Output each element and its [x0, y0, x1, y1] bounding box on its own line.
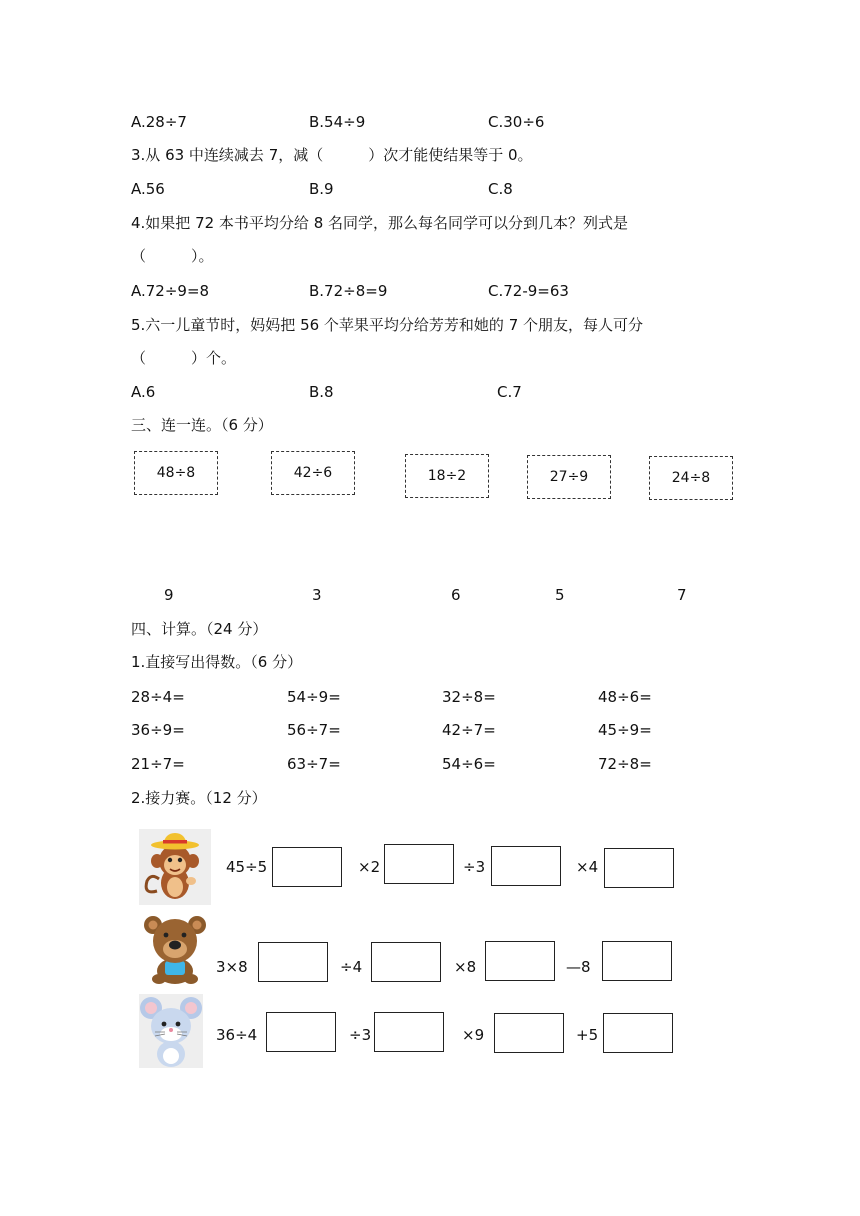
- match-answer[interactable]: 7: [677, 586, 687, 604]
- match-answer[interactable]: 3: [312, 586, 322, 604]
- q4-choice-a: A.72÷9=8: [131, 282, 210, 300]
- relay-answer-box[interactable]: [602, 941, 672, 981]
- relay-operator: ×9: [462, 1026, 485, 1044]
- relay-operator: +5: [576, 1026, 599, 1044]
- relay-operator: —8: [566, 958, 591, 976]
- oral-problem: 72÷8=: [598, 755, 652, 773]
- oral-problem: 36÷9=: [131, 721, 185, 739]
- oral-problem: 56÷7=: [287, 721, 341, 739]
- q4-text-line1: 4.如果把 72 本书平均分给 8 名同学，那么每名同学可以分到几本？列式是: [131, 214, 629, 232]
- relay-answer-box[interactable]: [266, 1012, 336, 1052]
- match-expression[interactable]: 27÷9: [527, 455, 611, 499]
- section3-title: 三、连一连。（6 分）: [131, 416, 273, 434]
- q4-choice-c: C.72-9=63: [488, 282, 569, 300]
- relay-answer-box[interactable]: [485, 941, 555, 981]
- q5-text-line2: （ ）个。: [131, 349, 237, 367]
- relay-start-expression: 3×8: [216, 958, 248, 976]
- relay-operator: ×4: [576, 858, 599, 876]
- q3-text: 3.从 63 中连续减去 7，减（ ）次才能使结果等于 0。: [131, 146, 533, 164]
- match-answer[interactable]: 6: [451, 586, 461, 604]
- relay-answer-box[interactable]: [371, 942, 441, 982]
- section4-title: 四、计算。（24 分）: [131, 620, 268, 638]
- oral-problem: 54÷9=: [287, 688, 341, 706]
- bear-icon: [141, 913, 209, 985]
- relay-operator: ×8: [454, 958, 477, 976]
- match-expression[interactable]: 24÷8: [649, 456, 733, 500]
- q5-choice-c: C.7: [497, 383, 522, 401]
- q2-choice-b: B.54÷9: [309, 113, 366, 131]
- oral-problem: 48÷6=: [598, 688, 652, 706]
- oral-problem: 45÷9=: [598, 721, 652, 739]
- relay-answer-box[interactable]: [272, 847, 342, 887]
- relay-start-expression: 45÷5: [226, 858, 268, 876]
- section4-part2-title: 2.接力赛。（12 分）: [131, 789, 267, 807]
- oral-problem: 63÷7=: [287, 755, 341, 773]
- q2-choice-a: A.28÷7: [131, 113, 187, 131]
- q3-choice-b: B.9: [309, 180, 334, 198]
- oral-problem: 42÷7=: [442, 721, 496, 739]
- relay-answer-box[interactable]: [604, 848, 674, 888]
- match-answer[interactable]: 9: [164, 586, 174, 604]
- relay-operator: ÷3: [349, 1026, 372, 1044]
- monkey-icon: [139, 829, 211, 905]
- oral-problem: 32÷8=: [442, 688, 496, 706]
- q4-text-line2: （ ）。: [131, 247, 214, 265]
- q2-choice-c: C.30÷6: [488, 113, 545, 131]
- relay-answer-box[interactable]: [603, 1013, 673, 1053]
- relay-operator: ÷3: [463, 858, 486, 876]
- relay-start-expression: 36÷4: [216, 1026, 258, 1044]
- q5-text-line1: 5.六一儿童节时，妈妈把 56 个苹果平均分给芳芳和她的 7 个朋友，每人可分: [131, 316, 644, 334]
- match-expression[interactable]: 42÷6: [271, 451, 355, 495]
- oral-problem: 28÷4=: [131, 688, 185, 706]
- oral-problem: 54÷6=: [442, 755, 496, 773]
- q3-choice-c: C.8: [488, 180, 513, 198]
- match-expression[interactable]: 48÷8: [134, 451, 218, 495]
- relay-answer-box[interactable]: [258, 942, 328, 982]
- relay-answer-box[interactable]: [494, 1013, 564, 1053]
- relay-operator: ×2: [358, 858, 381, 876]
- relay-answer-box[interactable]: [491, 846, 561, 886]
- q5-choice-a: A.6: [131, 383, 156, 401]
- relay-operator: ÷4: [340, 958, 363, 976]
- q3-choice-a: A.56: [131, 180, 165, 198]
- relay-answer-box[interactable]: [374, 1012, 444, 1052]
- match-expression[interactable]: 18÷2: [405, 454, 489, 498]
- oral-problem: 21÷7=: [131, 755, 185, 773]
- relay-answer-box[interactable]: [384, 844, 454, 884]
- match-answer[interactable]: 5: [555, 586, 565, 604]
- section4-part1-title: 1.直接写出得数。（6 分）: [131, 653, 303, 671]
- q4-choice-b: B.72÷8=9: [309, 282, 388, 300]
- q5-choice-b: B.8: [309, 383, 334, 401]
- mouse-icon: [139, 994, 203, 1068]
